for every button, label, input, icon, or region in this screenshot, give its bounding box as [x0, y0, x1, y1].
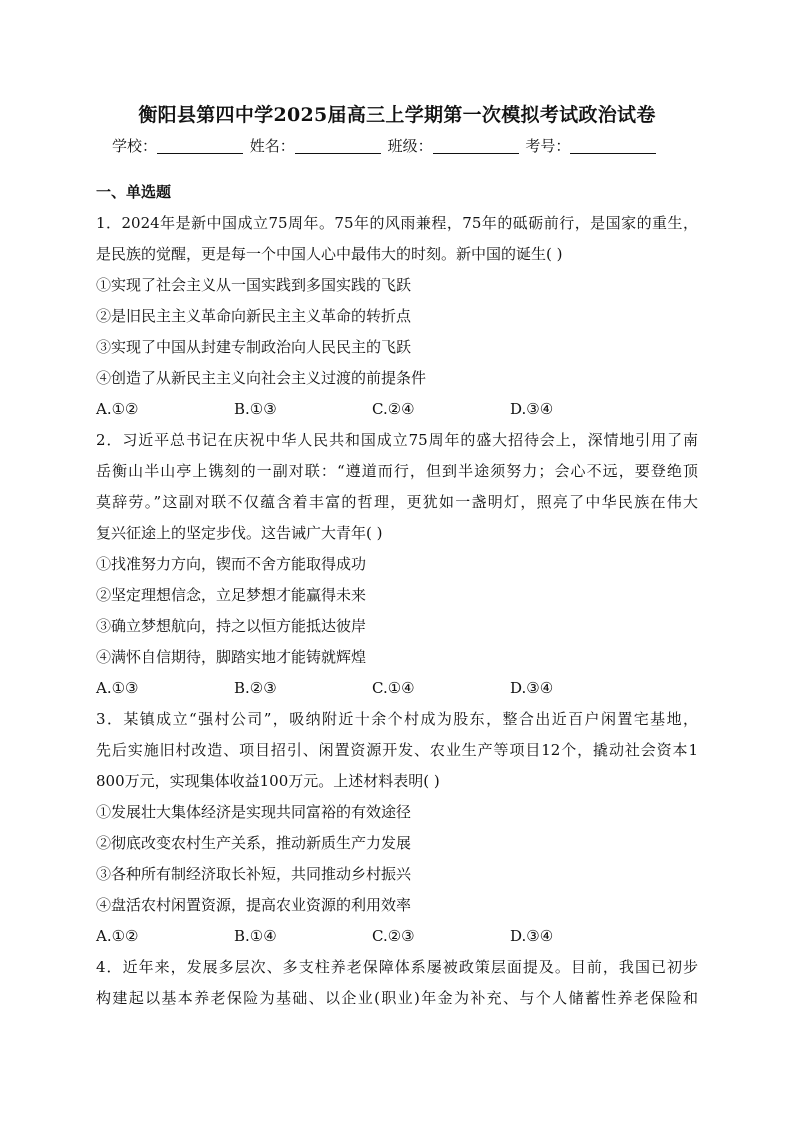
option-a: A.①③ [96, 679, 139, 697]
exam-number-label: 考号： [525, 137, 571, 155]
question-stem-line: 3．某镇成立“强村公司”，吸纳附近十余个村成为股东，整合出近百户闲置宅基地， [96, 710, 698, 728]
option-c: C.①④ [372, 679, 415, 697]
statement: ①找准努力方向，锲而不舍方能取得成功 [96, 555, 367, 573]
class-label: 班级： [387, 137, 433, 155]
question-stem-line: 4．近年来，发展多层次、多支柱养老保障体系屡被政策层面提及。目前，我国已初步 [96, 958, 698, 976]
student-info-row [112, 135, 692, 157]
statement: ④创造了从新民主主义向社会主义过渡的前提条件 [96, 369, 427, 387]
statement: ③各种所有制经济取长补短，共同推动乡村振兴 [96, 865, 412, 883]
statement: ③实现了中国从封建专制政治向人民民主的飞跃 [96, 338, 412, 356]
option-c: C.②③ [372, 927, 415, 945]
questions [96, 177, 698, 1014]
question-stem-line: 是民族的觉醒，更是每一个中国人心中最伟大的时刻。新中国的诞生( ) [96, 245, 563, 263]
option-c: C.②④ [372, 400, 415, 418]
statement: ④满怀自信期待，脚踏实地才能铸就辉煌 [96, 648, 367, 666]
option-b: B.①④ [234, 927, 277, 945]
section-heading: 一、单选题 [96, 183, 172, 201]
option-b: B.①③ [234, 400, 277, 418]
answer-options [96, 394, 698, 425]
statement: ①发展壮大集体经济是实现共同富裕的有效途径 [96, 803, 412, 821]
option-a: A.①② [96, 400, 139, 418]
question-1 [96, 208, 698, 425]
question-stem-line: 复兴征途上的坚定步伐。这告诫广大青年( ) [96, 524, 383, 542]
school-blank [157, 137, 243, 154]
statement: ②坚定理想信念，立足梦想才能赢得未来 [96, 586, 367, 604]
question-3 [96, 704, 698, 952]
question-stem-line: 800万元，实现集体收益100万元。上述材料表明( ) [96, 772, 440, 790]
question-4 [96, 952, 698, 1014]
option-d: D.③④ [510, 927, 554, 945]
statement: ③确立梦想航向，持之以恒方能抵达彼岸 [96, 617, 367, 635]
option-a: A.①② [96, 927, 139, 945]
statement: ②彻底改变农村生产关系，推动新质生产力发展 [96, 834, 412, 852]
option-d: D.③④ [510, 400, 554, 418]
exam-number-blank [570, 137, 656, 154]
statement: ④盘活农村闲置资源，提高农业资源的利用效率 [96, 896, 412, 914]
question-2 [96, 425, 698, 704]
name-label: 姓名： [249, 137, 295, 155]
question-stem-line: 1．2024年是新中国成立75周年。75年的风雨兼程，75年的砥砺前行，是国家的重生， [96, 214, 698, 232]
question-stem-line: 构建起以基本养老保险为基础、以企业(职业)年金为补充、与个人储蓄性养老保险和 [96, 989, 698, 1007]
answer-options [96, 673, 698, 704]
statement: ①实现了社会主义从一国实践到多国实践的飞跃 [96, 276, 412, 294]
class-blank [433, 137, 519, 154]
exam-title: 衡阳县第四中学2025届高三上学期第一次模拟考试政治试卷 [138, 104, 656, 126]
question-stem-line: 先后实施旧村改造、项目招引、闲置资源开发、农业生产等项目12个，撬动社会资本1 [96, 741, 698, 759]
answer-options [96, 921, 698, 952]
statement: ②是旧民主主义革命向新民主主义革命的转折点 [96, 307, 412, 325]
question-stem-line: 莫辞劳。”这副对联不仅蕴含着丰富的哲理，更犹如一盏明灯，照亮了中华民族在伟大 [96, 493, 698, 511]
question-stem-line: 岳衡山半山亭上镌刻的一副对联：“遵道而行，但到半途须努力；会心不远，要登绝顶 [96, 462, 698, 480]
question-stem-line: 2．习近平总书记在庆祝中华人民共和国成立75周年的盛大招待会上，深情地引用了南 [96, 431, 698, 449]
option-b: B.②③ [234, 679, 277, 697]
name-blank [295, 137, 381, 154]
school-label: 学校： [112, 137, 158, 155]
option-d: D.③④ [510, 679, 554, 697]
